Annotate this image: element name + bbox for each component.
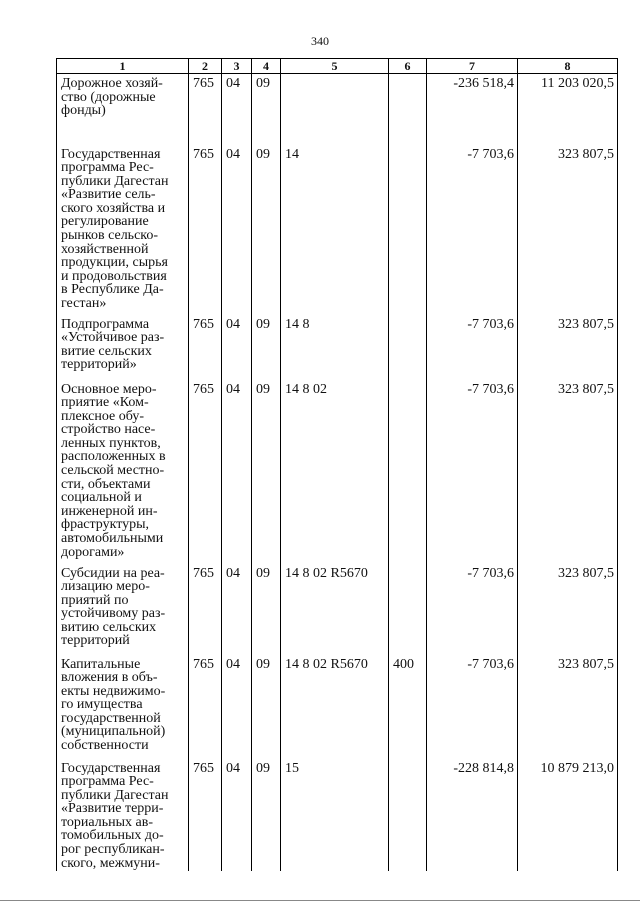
header-col-6: 6 <box>389 59 427 74</box>
row-code-ministry: 765 <box>189 380 222 564</box>
row-change-amount: -7 703,6 <box>427 315 518 380</box>
header-col-5: 5 <box>281 59 389 74</box>
row-code-ministry: 765 <box>189 655 222 759</box>
header-col-3: 3 <box>222 59 252 74</box>
row-change-amount: -236 518,4 <box>427 74 518 145</box>
row-code-expense-type <box>389 74 427 145</box>
row-name: Капитальные вложения в объ- екты недвижимо- го имущества государственной (муниципальной) собственности <box>61 656 166 754</box>
row-code-subsection: 09 <box>252 655 281 759</box>
table-row <box>57 655 618 759</box>
row-code-expense-type <box>389 564 427 655</box>
table-row <box>57 759 618 871</box>
row-code-expense-type <box>389 759 427 871</box>
row-code-ministry: 765 <box>189 315 222 380</box>
row-code-expense-type <box>389 380 427 564</box>
row-name: Основное меро- приятие «Ком- плексное обу- стройство насе- ленных пунктов, расположенных в сельской местно- сти, объектами социальной и инженерной ин- фраструктуры, автомобильными дорогами» <box>61 381 166 560</box>
row-change-amount: -7 703,6 <box>427 380 518 564</box>
table-row <box>57 380 618 564</box>
row-name: Государственная программа Рес- публики Дагестан «Развитие терри- ториальных ав- томобильных до- рог республикан- ского, межмуни- <box>61 760 169 871</box>
page-number: 340 <box>311 34 329 48</box>
table-row <box>57 74 618 145</box>
row-code-expense-type: 400 <box>389 655 427 759</box>
row-code-subsection: 09 <box>252 74 281 145</box>
row-code-target: 14 8 02 R5670 <box>281 655 389 759</box>
row-total-amount: 323 807,5 <box>518 145 618 315</box>
row-code-target: 15 <box>281 759 389 871</box>
row-code-subsection: 09 <box>252 564 281 655</box>
table-row <box>57 315 618 380</box>
row-name: Подпрограмма «Устойчивое раз- витие сельских территорий» <box>61 316 165 373</box>
table-row <box>57 564 618 655</box>
row-total-amount: 10 879 213,0 <box>518 759 618 871</box>
row-code-section: 04 <box>222 380 252 564</box>
row-code-subsection: 09 <box>252 145 281 315</box>
page-bottom-edge <box>0 900 640 901</box>
row-code-expense-type <box>389 315 427 380</box>
header-col-4: 4 <box>252 59 281 74</box>
row-change-amount: -7 703,6 <box>427 145 518 315</box>
row-code-subsection: 09 <box>252 759 281 871</box>
row-code-section: 04 <box>222 564 252 655</box>
row-change-amount: -7 703,6 <box>427 564 518 655</box>
row-name: Субсидии на реа- лизацию меро- приятий по устойчивому раз- витию сельских территорий <box>61 565 166 649</box>
header-row <box>57 59 618 74</box>
budget-table <box>56 58 618 871</box>
header-col-1: 1 <box>57 59 189 74</box>
header-col-2: 2 <box>189 59 222 74</box>
header-col-8: 8 <box>518 59 618 74</box>
row-code-target <box>281 74 389 145</box>
row-code-ministry: 765 <box>189 145 222 315</box>
row-code-expense-type <box>389 145 427 315</box>
row-code-section: 04 <box>222 315 252 380</box>
row-code-target: 14 <box>281 145 389 315</box>
row-code-ministry: 765 <box>189 74 222 145</box>
row-code-section: 04 <box>222 74 252 145</box>
row-change-amount: -228 814,8 <box>427 759 518 871</box>
row-total-amount: 323 807,5 <box>518 380 618 564</box>
row-name: Дорожное хозяй- ство (дорожные фонды) <box>61 76 163 119</box>
row-total-amount: 323 807,5 <box>518 655 618 759</box>
row-code-ministry: 765 <box>189 564 222 655</box>
row-code-target: 14 8 02 <box>281 380 389 564</box>
row-total-amount: 323 807,5 <box>518 315 618 380</box>
row-code-subsection: 09 <box>252 380 281 564</box>
row-name: Государственная программа Рес- публики Дагестан «Развитие сель- ского хозяйства и регулирование рынков сельско- хозяйственной продукции, сырья и продовольствия в Республике Да- гестан» <box>61 146 169 312</box>
row-code-target: 14 8 <box>281 315 389 380</box>
row-code-subsection: 09 <box>252 315 281 380</box>
row-code-section: 04 <box>222 655 252 759</box>
row-code-section: 04 <box>222 759 252 871</box>
row-code-section: 04 <box>222 145 252 315</box>
table-row <box>57 145 618 315</box>
row-total-amount: 323 807,5 <box>518 564 618 655</box>
row-total-amount: 11 203 020,5 <box>518 74 618 145</box>
row-change-amount: -7 703,6 <box>427 655 518 759</box>
row-code-target: 14 8 02 R5670 <box>281 564 389 655</box>
header-col-7: 7 <box>427 59 518 74</box>
row-code-ministry: 765 <box>189 759 222 871</box>
